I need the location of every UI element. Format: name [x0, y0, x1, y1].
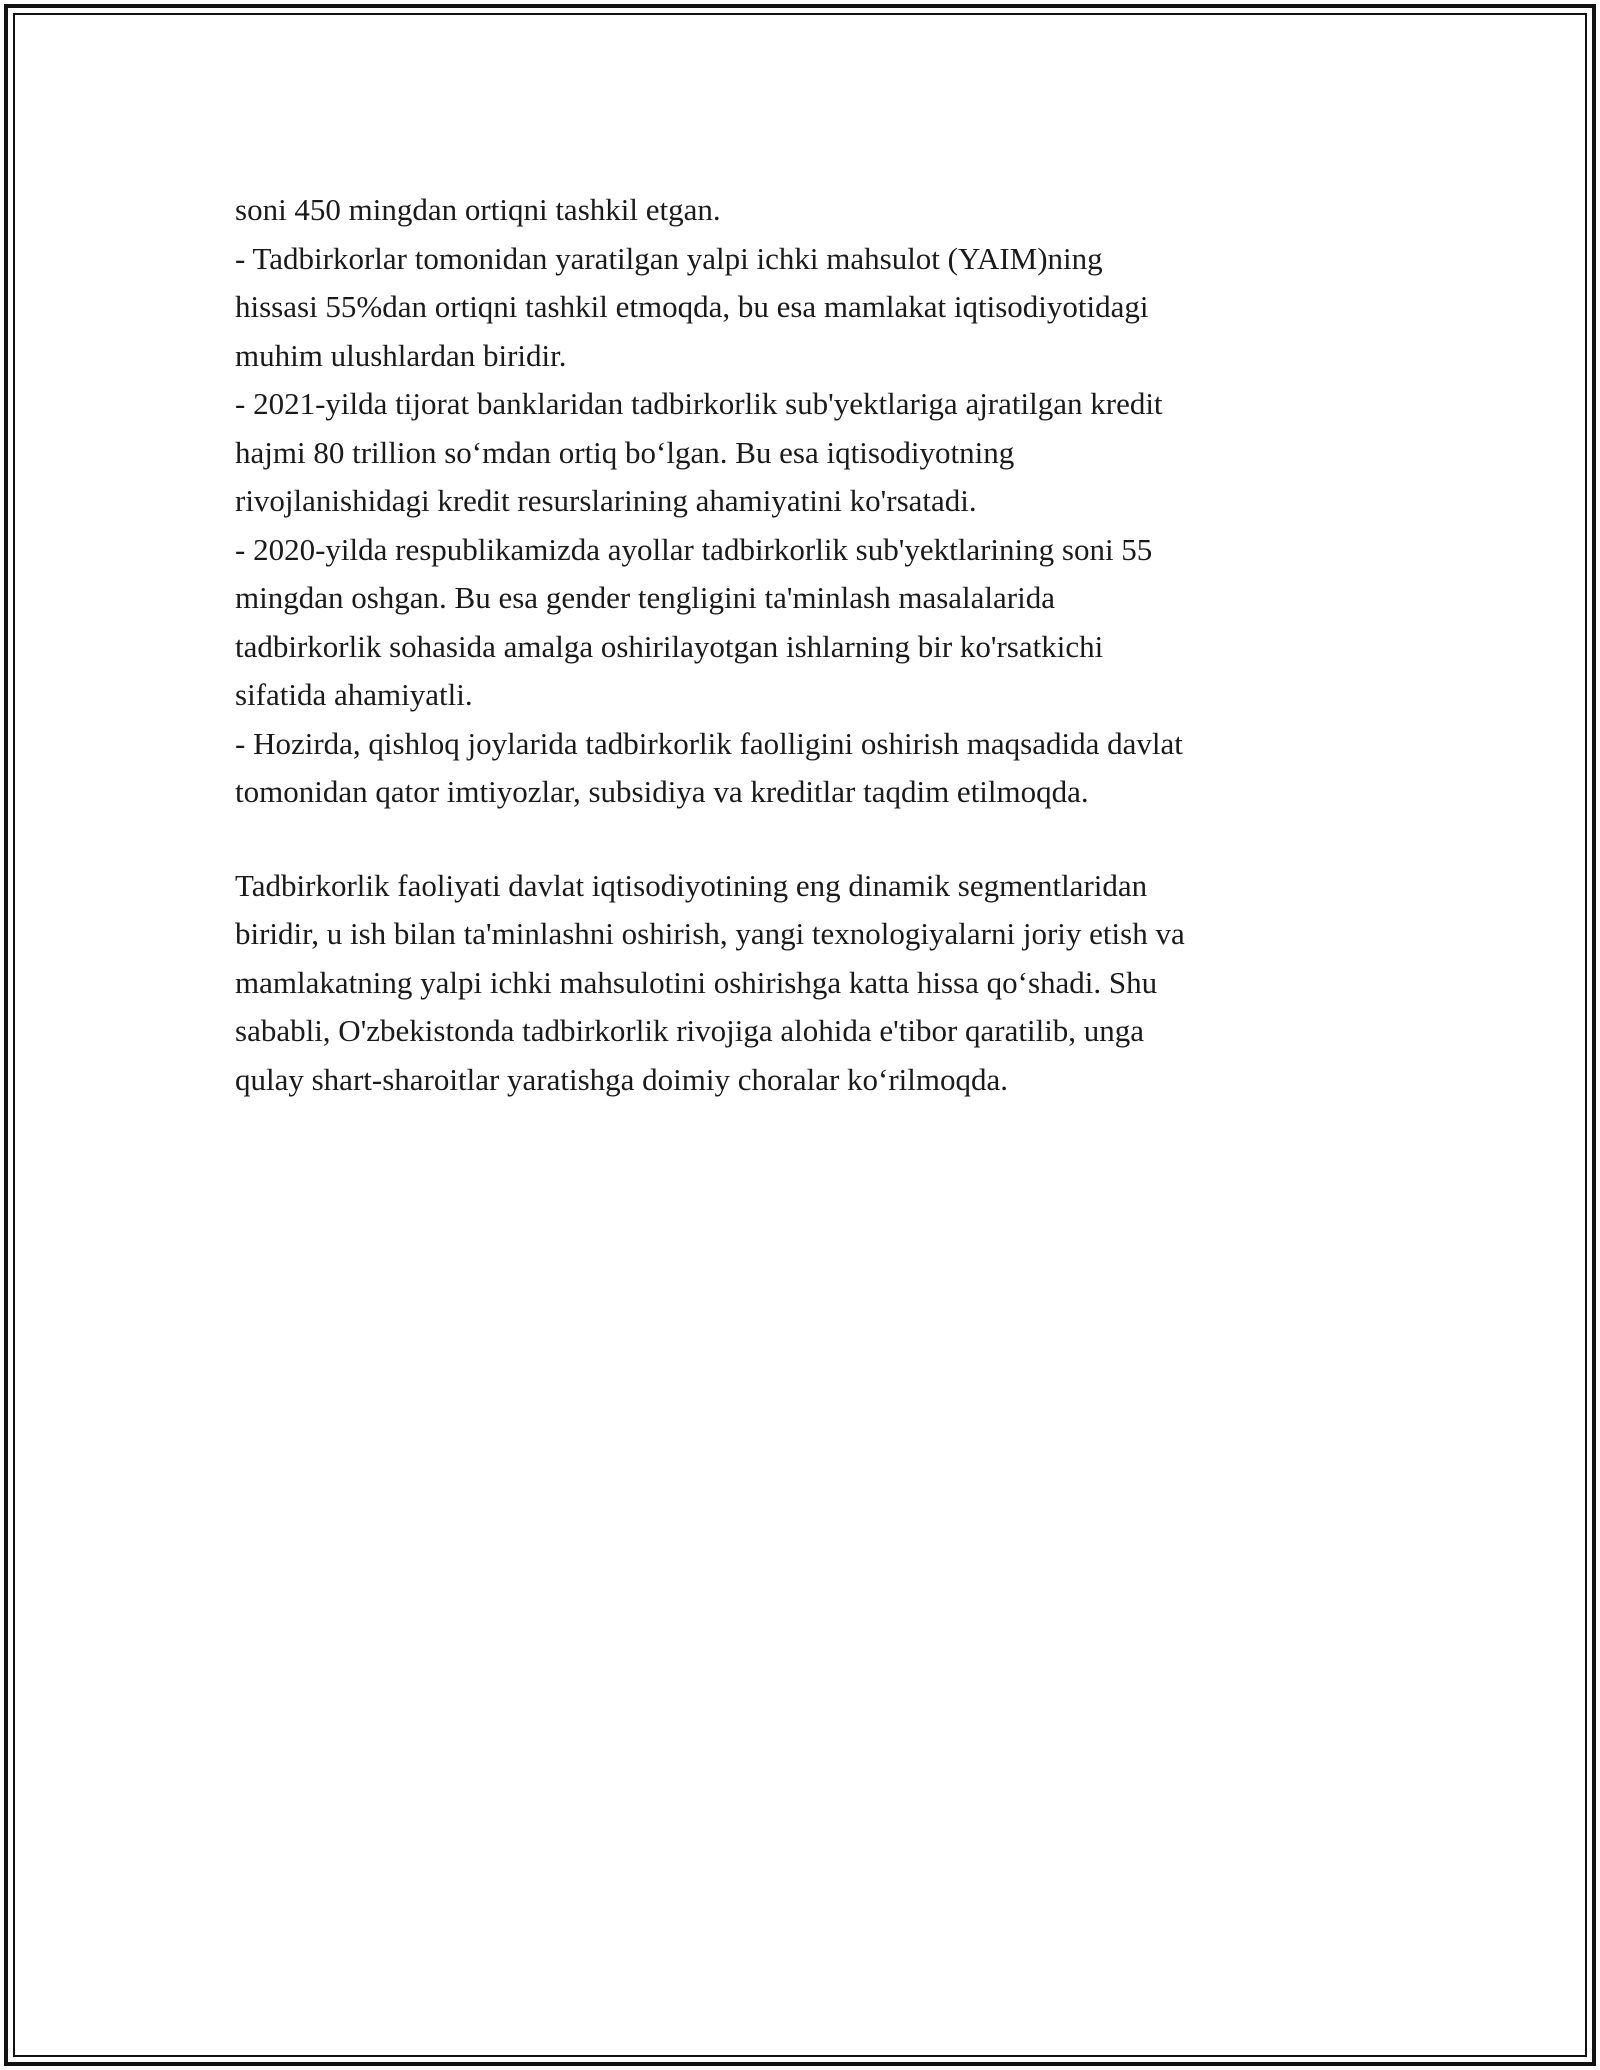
text-line: hissasi 55%dan ortiqni tashkil etmoqda, bu esa mamlakat iqtisodiyotidagi	[235, 289, 1149, 324]
document-body	[235, 186, 1385, 1104]
text-line: mingdan oshgan. Bu esa gender tengligini ta'minlash masalalarida	[235, 580, 1055, 615]
text-line: Tadbirkorlik faoliyati davlat iqtisodiyotining eng dinamik segmentlaridan	[235, 867, 1148, 903]
text-line: sifatida ahamiyatli.	[235, 677, 473, 712]
paragraph-conclusion	[235, 862, 1385, 1105]
text-line: qulay shart-sharoitlar yaratishga doimiy choralar ko‘rilmoqda.	[235, 1061, 1009, 1097]
paragraph-spacer	[235, 817, 1385, 862]
text-line: rivojlanishidagi kredit resurslarining ahamiyatini ko'rsatadi.	[235, 483, 977, 518]
text-line: - 2021-yilda tijorat banklaridan tadbirkorlik sub'yektlariga ajratilgan kredit	[235, 386, 1163, 421]
paragraph-statistics	[235, 186, 1385, 817]
text-line: - Hozirda, qishloq joylarida tadbirkorlik faolligini oshirish maqsadida davlat	[235, 725, 1183, 761]
text-line: sababli, O'zbekistonda tadbirkorlik rivojiga alohida e'tibor qaratilib, unga	[235, 1013, 1145, 1048]
text-line: mamlakatning yalpi ichki mahsulotini oshirishga katta hissa qo‘shadi. Shu	[235, 964, 1158, 1000]
text-line: tadbirkorlik sohasida amalga oshirilayotgan ishlarning bir ko'rsatkichi	[235, 628, 1104, 664]
text-line: - 2020-yilda respublikamizda ayollar tadbirkorlik sub'yektlarining soni 55	[235, 531, 1153, 567]
text-line: soni 450 mingdan ortiqni tashkil etgan.	[235, 192, 721, 227]
text-line: tomonidan qator imtiyozlar, subsidiya va kreditlar taqdim etilmoqda.	[235, 774, 1089, 809]
text-line: muhim ulushlardan biridir.	[235, 337, 567, 373]
text-line: - Tadbirkorlar tomonidan yaratilgan yalpi ichki mahsulot (YAIM)ning	[235, 240, 1103, 276]
text-line: biridir, u ish bilan ta'minlashni oshirish, yangi texnologiyalarni joriy etish va	[235, 916, 1185, 951]
text-line: hajmi 80 trillion so‘mdan ortiq bo‘lgan. Bu esa iqtisodiyotning	[235, 434, 1015, 470]
